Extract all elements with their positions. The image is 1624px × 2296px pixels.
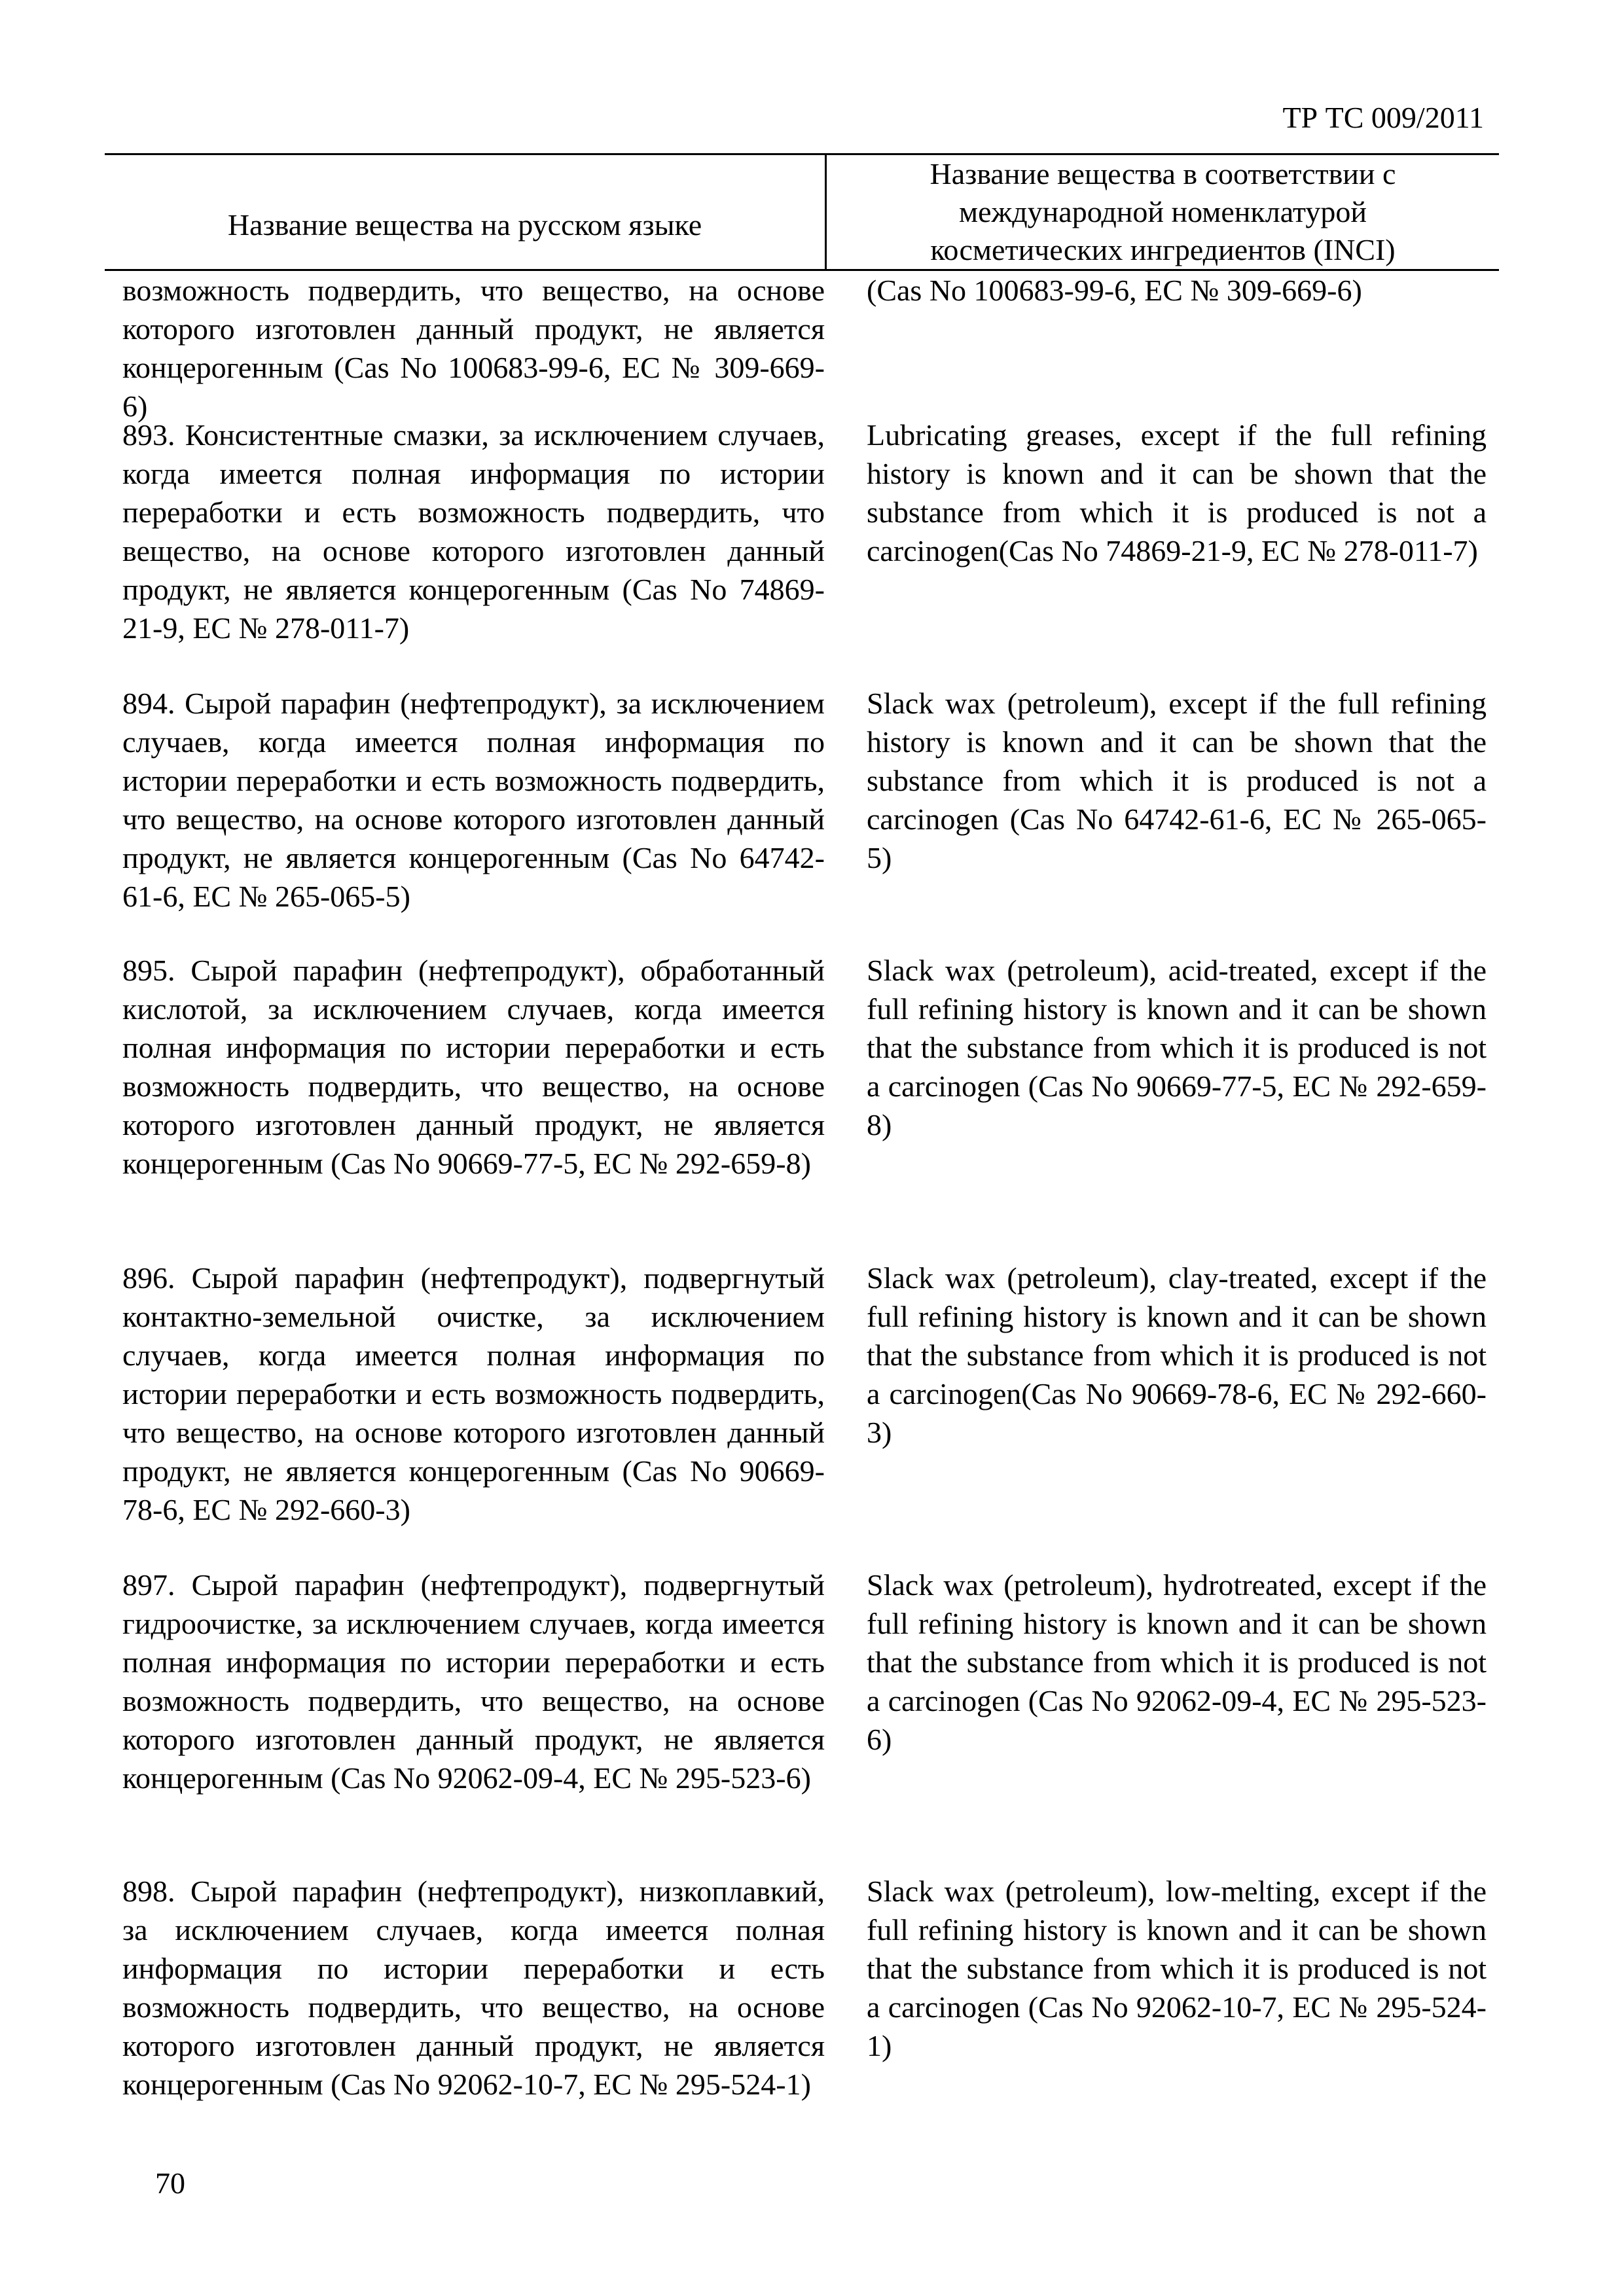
table-row <box>105 1872 1499 2147</box>
russian-name-cell: 893. Консистентные смазки, за исключением случаев, когда имеется полная информация по истории переработки и есть возможность подвердить, что вещество, на основе которого изготовлен данный продукт, не является концерогенным (Cas No 74869-21-9, ЕС № 278-011-7) <box>122 418 825 645</box>
russian-name-cell: возможность подвердить, что вещество, на основе которого изготовлен данный продукт, не является концерогенным (Cas No 100683-99-6, ЕС № 309-669-6) <box>122 274 825 423</box>
substances-table <box>105 153 1499 2147</box>
table-row <box>105 951 1499 1259</box>
russian-name-cell: 897. Сырой парафин (нефтепродукт), подвергнутый гидроочистке, за исключением случаев, когда имеется полная информация по истории переработки и есть возможность подвердить, что вещество, на основе которого изготовлен данный продукт, не является концерогенным (Cas No 92062-09-4, ЕС № 295-523-6) <box>122 1568 825 1795</box>
inci-name-cell: Lubricating greases, except if the full refining history is known and it can be shown that the substance from which it is produced is not a carcinogen(Cas No 74869-21-9, ЕС № 278-011-7) <box>867 418 1487 567</box>
inci-name-cell: (Cas No 100683-99-6, ЕС № 309-669-6) <box>867 274 1362 307</box>
column-header-russian: Название вещества на русском языке <box>105 155 827 269</box>
russian-name-cell: 898. Сырой парафин (нефтепродукт), низкоплавкий, за исключением случаев, когда имеется полная информация по истории переработки и есть возможность подвердить, что вещество, на основе которого изготовлен данный продукт, не является концерогенным (Cas No 92062-10-7, ЕС № 295-524-1) <box>122 1874 825 2101</box>
russian-name-cell: 896. Сырой парафин (нефтепродукт), подвергнутый контактно-земельной очистке, за исключением случаев, когда имеется полная информация по истории переработки и есть возможность подвердить, что вещество, на основе которого изготовлен данный продукт, не является концерогенным (Cas No 90669-78-6, ЕС № 292-660-3) <box>122 1261 825 1526</box>
document-code: ТР ТС 009/2011 <box>1282 101 1484 134</box>
table-header <box>105 153 1499 271</box>
table-row <box>105 684 1499 951</box>
inci-name-cell: Slack wax (petroleum), acid-treated, except if the full refining history is known and it can be shown that the substance from which it is produced is not a carcinogen (Cas No 90669-77-5, ЕС № 292-659-8) <box>867 954 1487 1141</box>
russian-name-cell: 895. Сырой парафин (нефтепродукт), обработанный кислотой, за исключением случаев, когда имеется полная информация по истории переработки и есть возможность подвердить, что вещество, на основе которого изготовлен данный продукт, не является концерогенным (Cas No 90669-77-5, ЕС № 292-659-8) <box>122 954 825 1180</box>
table-row <box>105 1566 1499 1872</box>
inci-name-cell: Slack wax (petroleum), hydrotreated, except if the full refining history is known and it can be shown that the substance from which it is produced is not a carcinogen (Cas No 92062-09-4, ЕС № 295-523-6) <box>867 1568 1487 1756</box>
table-row <box>105 416 1499 684</box>
russian-name-cell: 894. Сырой парафин (нефтепродукт), за исключением случаев, когда имеется полная информация по истории переработки и есть возможность подвердить, что вещество, на основе которого изготовлен данный продукт, не является концерогенным (Cas No 64742-61-6, ЕС № 265-065-5) <box>122 687 825 913</box>
inci-name-cell: Slack wax (petroleum), clay-treated, except if the full refining history is known and it can be shown that the substance from which it is produced is not a carcinogen(Cas No 90669-78-6, ЕС № 292-660-3) <box>867 1261 1487 1449</box>
inci-name-cell: Slack wax (petroleum), low-melting, except if the full refining history is known and it can be shown that the substance from which it is produced is not a carcinogen (Cas No 92062-10-7, ЕС № 295-524-1) <box>867 1874 1487 2062</box>
column-header-inci: Название вещества в соответствии с международной номенклатурой косметических ингредиентов (INCI) <box>929 157 1396 266</box>
inci-name-cell: Slack wax (petroleum), except if the full refining history is known and it can be shown that the substance from which it is produced is not a carcinogen (Cas No 64742-61-6, ЕС № 265-065-5) <box>867 687 1487 874</box>
page-number: 70 <box>155 2166 185 2200</box>
table-row <box>105 271 1499 423</box>
table-row <box>105 1259 1499 1566</box>
